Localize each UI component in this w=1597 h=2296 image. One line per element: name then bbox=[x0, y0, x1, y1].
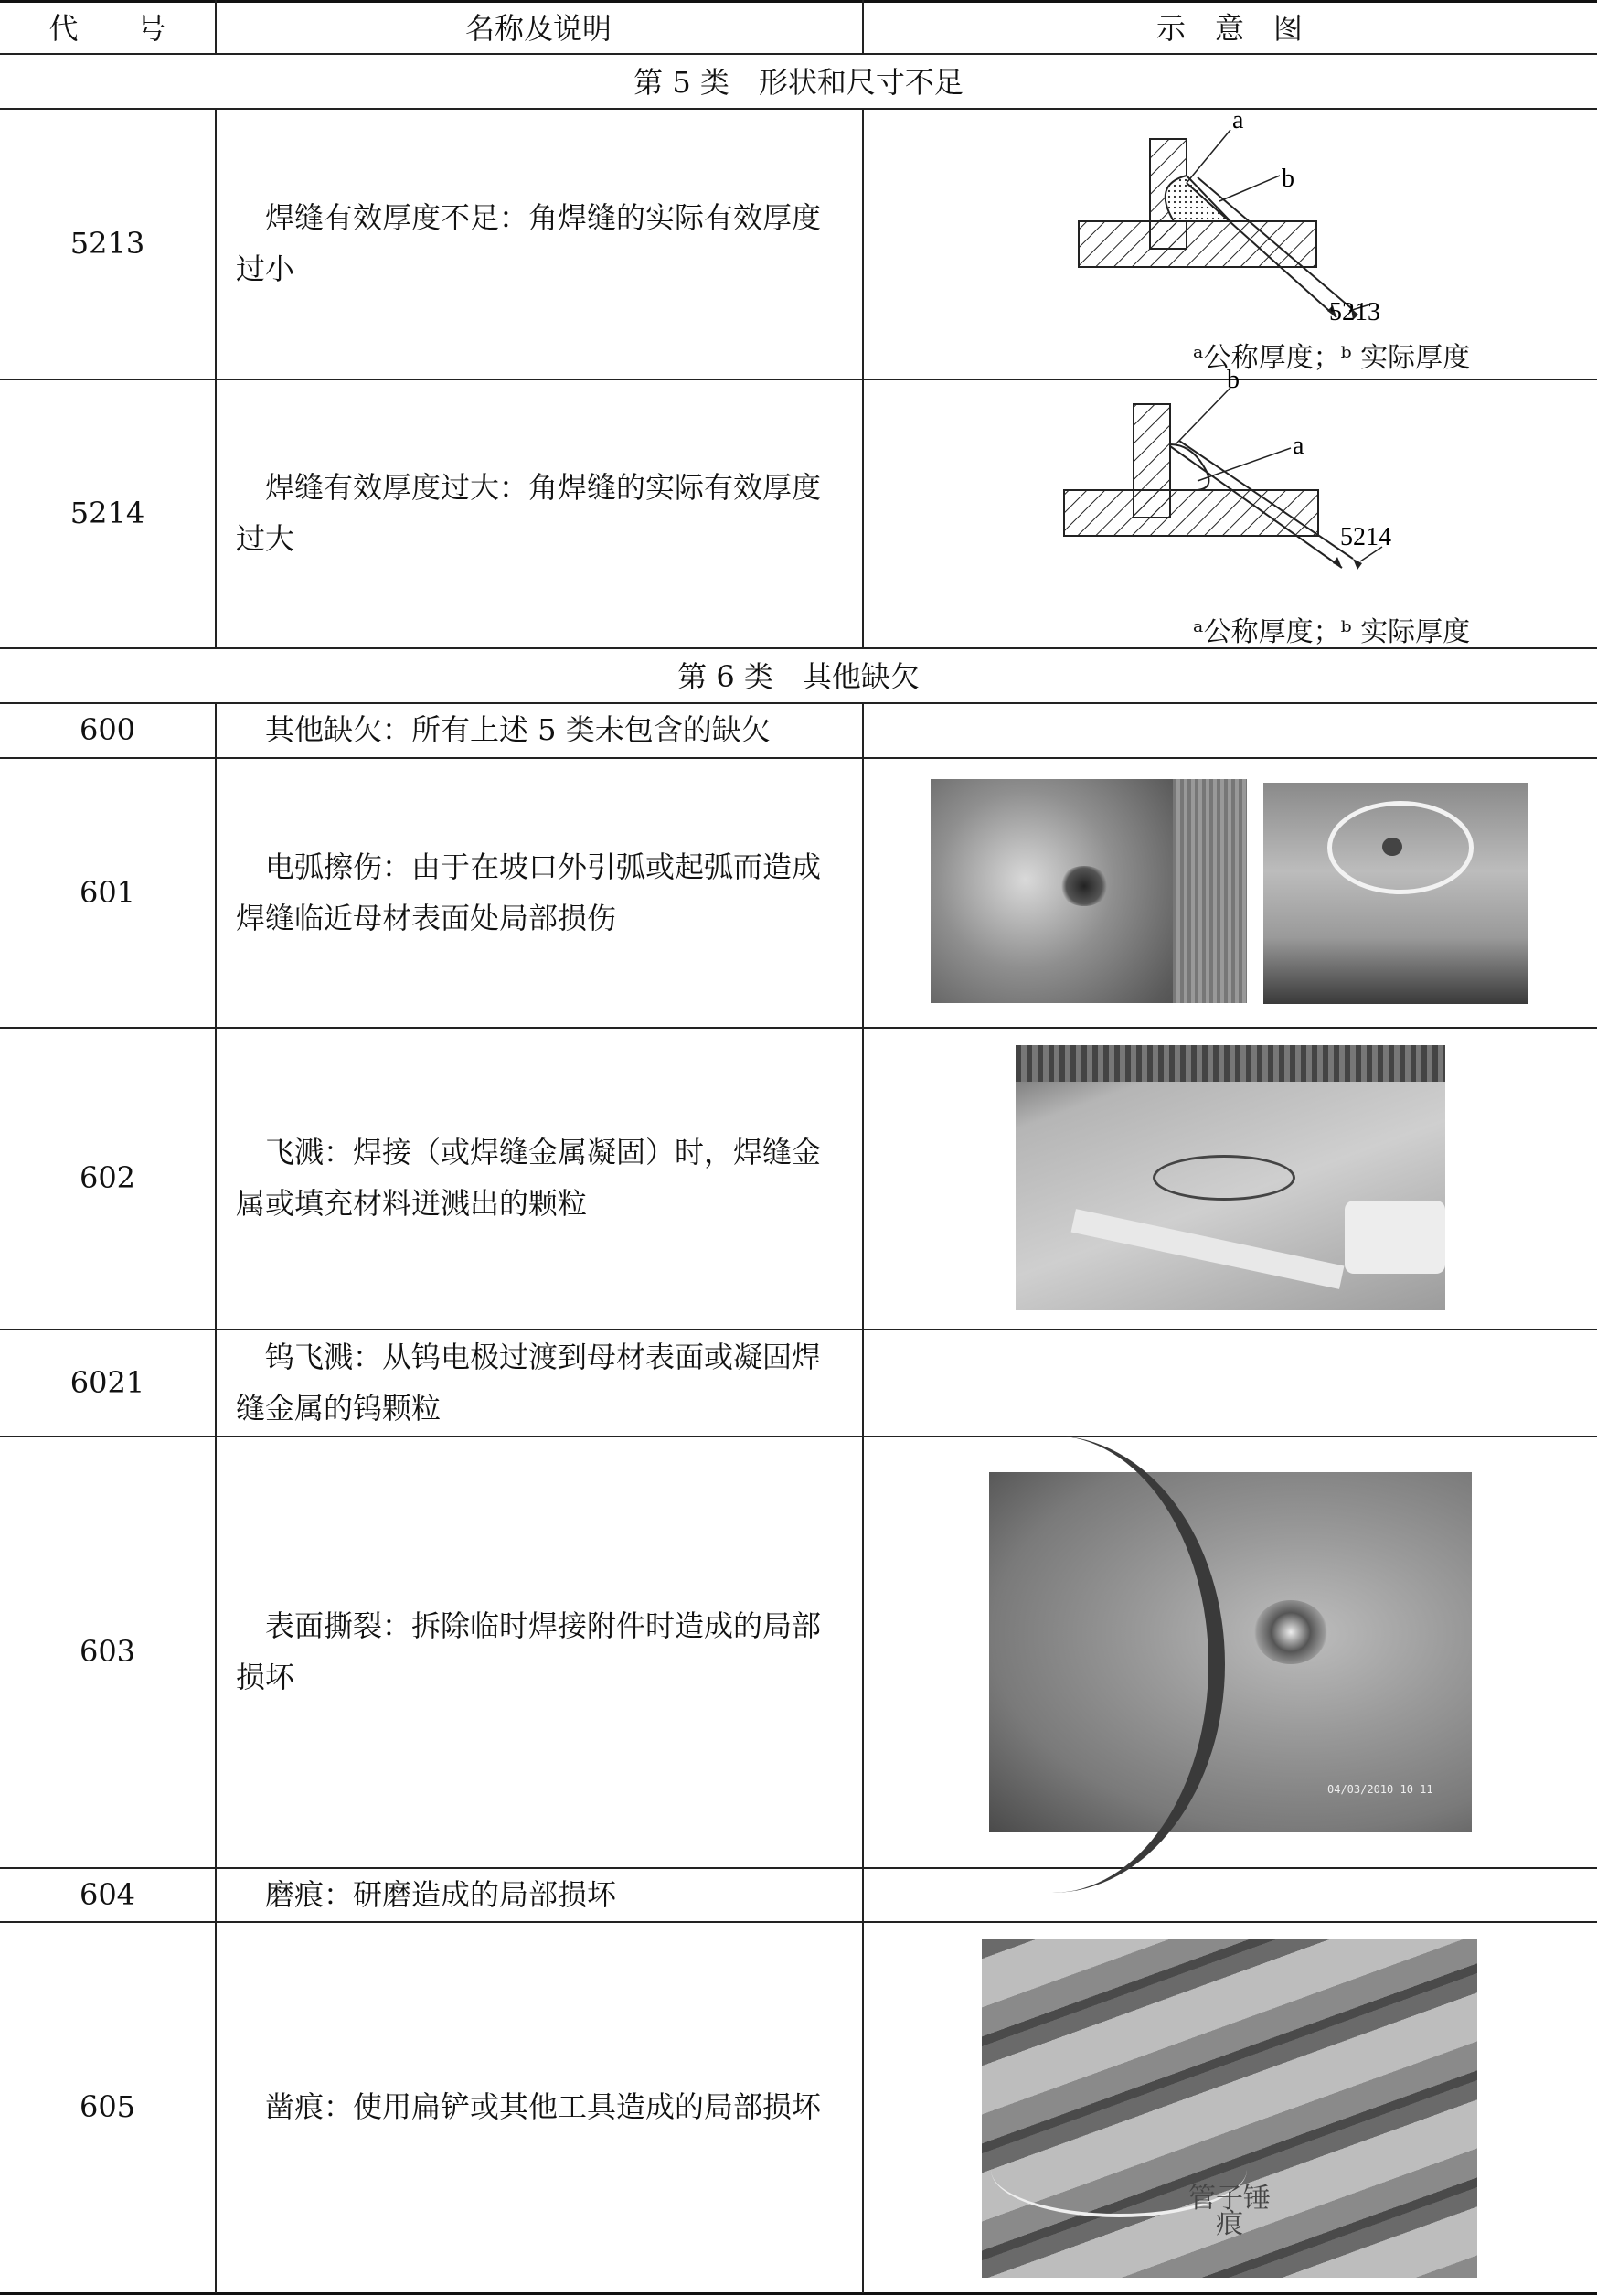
section-title: 第 5 类 形状和尺寸不足 bbox=[633, 65, 964, 100]
rule bbox=[0, 2292, 1597, 2295]
row-description: 表面撕裂：拆除临时焊接附件时造成的局部损坏 bbox=[236, 1608, 822, 1694]
spatter-photo bbox=[1016, 1045, 1445, 1310]
header-code: 代 号 bbox=[48, 11, 166, 46]
row-code: 603 bbox=[79, 1634, 136, 1669]
row-description: 磨痕：研磨造成的局部损坏 bbox=[265, 1876, 617, 1912]
header-figure: 示 意 图 bbox=[1155, 11, 1303, 46]
photo-annotation: 管子锤 痕 bbox=[1188, 2183, 1271, 2240]
arc-strike-photo-2 bbox=[1263, 783, 1528, 1004]
base-plate bbox=[1064, 490, 1318, 536]
gouge-photo bbox=[982, 1939, 1477, 2278]
rule bbox=[862, 702, 864, 2293]
fillet-weld-diagram-5213 bbox=[1051, 106, 1490, 349]
figure-caption: ᵃ公称厚度；ᵇ 实际厚度 bbox=[1193, 616, 1471, 648]
photo-timestamp: 04/03/2010 10 11 bbox=[1327, 1783, 1433, 1796]
row-description: 飞溅：焊接（或焊缝金属凝固）时，焊缝金属或填充材料迸溅出的颗粒 bbox=[236, 1135, 822, 1221]
row-code: 5213 bbox=[69, 226, 145, 261]
row-description: 焊缝有效厚度过大：角焊缝的实际有效厚度过大 bbox=[236, 470, 822, 556]
label-b: b bbox=[1282, 165, 1294, 193]
surface-tear-photo bbox=[989, 1472, 1472, 1832]
base-plate bbox=[1079, 221, 1316, 267]
row-code: 600 bbox=[79, 712, 136, 747]
row-description: 凿痕：使用扁铲或其他工具造成的局部损坏 bbox=[265, 2089, 822, 2124]
rule bbox=[862, 108, 864, 647]
rule bbox=[215, 702, 217, 2293]
label-a: a bbox=[1293, 432, 1304, 460]
row-code: 605 bbox=[79, 2089, 136, 2124]
row-description: 钨飞溅：从钨电极过渡到母材表面或凝固焊缝金属的钨颗粒 bbox=[236, 1339, 822, 1426]
row-code: 601 bbox=[79, 874, 136, 910]
row-code: 602 bbox=[79, 1160, 136, 1195]
row-code: 604 bbox=[79, 1876, 136, 1912]
label-b: b bbox=[1227, 366, 1240, 394]
dimension-label: 5214 bbox=[1340, 523, 1391, 551]
label-a: a bbox=[1232, 106, 1244, 134]
row-code: 5214 bbox=[69, 496, 145, 530]
dimension-label: 5213 bbox=[1329, 298, 1380, 326]
row-description: 其他缺欠：所有上述 5 类未包含的缺欠 bbox=[265, 712, 771, 747]
header-name: 名称及说明 bbox=[464, 11, 612, 46]
fillet-weld-diagram-5214 bbox=[1051, 366, 1490, 618]
figure-caption: ᵃ公称厚度；ᵇ 实际厚度 bbox=[1193, 342, 1471, 374]
row-description: 电弧擦伤：由于在坡口外引弧或起弧而造成焊缝临近母材表面处局部损伤 bbox=[236, 849, 822, 935]
arc-strike-photo-1 bbox=[931, 779, 1247, 1003]
section-title: 第 6 类 其他缺欠 bbox=[677, 659, 920, 694]
row-code: 6021 bbox=[69, 1364, 145, 1400]
row-description: 焊缝有效厚度不足：角焊缝的实际有效厚度过小 bbox=[236, 200, 822, 286]
rule bbox=[215, 108, 217, 647]
